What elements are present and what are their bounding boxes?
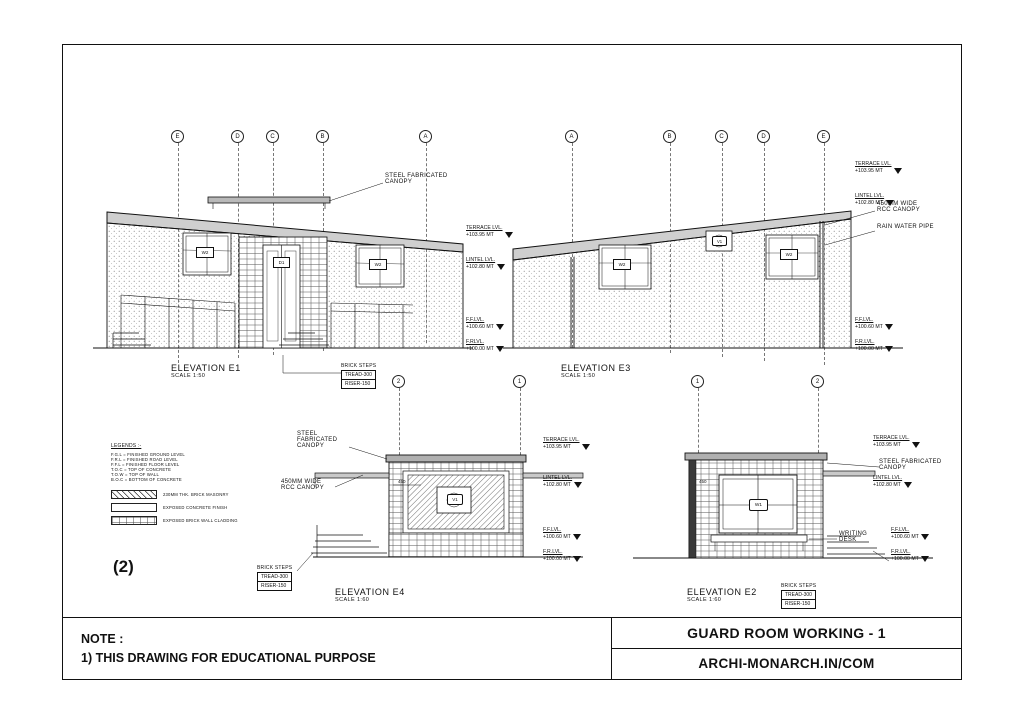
level-symbol <box>582 444 590 450</box>
level-symbol <box>912 442 920 448</box>
level-name: LINTEL LVL. <box>466 257 496 263</box>
grid-bubble-label: 1 <box>513 375 526 388</box>
steps-riser: RISER-150 <box>341 379 376 389</box>
brick-steps-note-e2 <box>781 583 816 609</box>
abbr-item: F.R.L = FINISHED ROAD LEVEL <box>111 457 178 462</box>
legend-title: LEGENDS :- <box>111 443 142 449</box>
level-symbol <box>574 482 582 488</box>
level-symbol <box>921 556 929 562</box>
level-text <box>466 339 494 352</box>
vent-tag-v1-e3 <box>712 236 727 246</box>
note-line-1: 1) THIS DRAWING FOR EDUCATIONAL PURPOSE <box>81 651 376 666</box>
level-name: F.F.LVL. <box>543 527 562 533</box>
level-marker-lintel-e4 <box>543 475 582 488</box>
level-value: +103.95 MT <box>873 441 901 448</box>
legend-label: EXPOSED CONCRETE FINISH <box>163 505 228 510</box>
level-text <box>543 437 580 450</box>
steps-riser: RISER-150 <box>781 599 816 609</box>
door-tag-d1 <box>273 257 290 268</box>
level-marker-lintel-e3 <box>855 193 894 206</box>
swatch-brick-grid <box>111 516 157 525</box>
swatch-fine-grid <box>111 503 157 512</box>
level-text <box>855 161 892 174</box>
elevation-scale: SCALE 1:50 <box>171 373 206 379</box>
window-tag-w1-e2 <box>749 499 768 511</box>
level-value: +102.80 MT <box>855 199 883 206</box>
vent-tag-v1-e4 <box>447 494 463 505</box>
annotation-steel-canopy-e1 <box>385 173 447 185</box>
grid-bubble-label: A <box>565 130 578 143</box>
level-symbol <box>904 482 912 488</box>
level-text <box>466 257 495 270</box>
level-value: +100.00 MT <box>543 555 571 562</box>
level-text <box>873 435 910 448</box>
level-name: F.F.LVL. <box>891 527 910 533</box>
grid-bubble-label: D <box>231 130 244 143</box>
swatch-diagonal-hatch <box>111 490 157 499</box>
level-marker-frl-e1 <box>466 339 504 352</box>
level-text <box>466 317 494 330</box>
annotation-line2: FABRICATED <box>297 437 338 443</box>
building-outline-e4 <box>253 375 633 625</box>
window-tag-w2-right-e3 <box>780 249 798 260</box>
level-marker-lintel-e2 <box>873 475 912 488</box>
level-name: F.F.LVL. <box>466 317 485 323</box>
elevation-e2-titleblock <box>687 587 757 603</box>
level-symbol <box>921 534 929 540</box>
level-value: +100.00 MT <box>855 345 883 352</box>
elevation-e4-titleblock <box>335 587 405 603</box>
level-marker-ffl-e1 <box>466 317 504 330</box>
steps-tread: TREAD-300 <box>341 370 376 380</box>
level-text <box>543 527 571 540</box>
title-block <box>63 617 961 679</box>
steps-tread: TREAD-300 <box>257 572 292 582</box>
annotation-line2: CANOPY <box>879 465 907 471</box>
grid-bubble-label: 2 <box>392 375 405 388</box>
abbr-item: F.F.L = FINISHED FLOOR LEVEL <box>111 462 180 467</box>
level-name: TERRACE LVL. <box>466 225 503 231</box>
level-value: +103.95 MT <box>855 167 883 174</box>
building-outline-e1 <box>83 105 483 405</box>
level-value: +100.60 MT <box>891 533 919 540</box>
tag-label: W2 <box>196 247 214 258</box>
elevation-title: ELEVATION E2 <box>687 587 757 597</box>
elevation-e3 <box>503 105 943 405</box>
abbr-item: F.G.L = FINISHED GROUND LEVEL <box>111 452 185 457</box>
level-name: F.F.LVL. <box>855 317 874 323</box>
elevation-scale: SCALE 1:60 <box>335 597 370 603</box>
level-name: LINTEL LVL. <box>855 193 885 199</box>
steps-riser: RISER-150 <box>257 581 292 591</box>
annotation-line4: 450MM WIDE <box>281 479 322 485</box>
level-value: +102.80 MT <box>543 481 571 488</box>
level-name: LINTEL LVL. <box>873 475 903 481</box>
level-marker-terrace-e2 <box>873 435 920 448</box>
legend-label: EXPOSED BRICK WALL CLADDING <box>163 518 238 523</box>
level-text <box>543 475 572 488</box>
level-name: TERRACE LVL. <box>855 161 892 167</box>
level-text <box>543 549 571 562</box>
annotation-writing-desk-e2 <box>839 531 867 543</box>
level-name: TERRACE LVL. <box>873 435 910 441</box>
abbr-item: T.O.W = TOP OF WALL <box>111 472 159 477</box>
elevation-e4 <box>253 375 633 625</box>
level-value: +102.80 MT <box>466 263 494 270</box>
annotation-line4: DESK <box>839 537 857 543</box>
steps-title: BRICK STEPS <box>257 565 293 571</box>
level-marker-ffl-e4 <box>543 527 581 540</box>
level-text <box>873 475 902 488</box>
level-marker-terrace-e4 <box>543 437 590 450</box>
level-value: +103.95 MT <box>466 231 494 238</box>
elevation-e1 <box>83 105 503 405</box>
annotation-line2: RCC CANOPY <box>877 207 921 213</box>
grid-bubble-label: C <box>266 130 279 143</box>
level-name: F.R.LVL. <box>855 339 875 345</box>
level-text <box>891 527 919 540</box>
level-name: F.R.LVL. <box>891 549 911 555</box>
steps-title: BRICK STEPS <box>341 363 377 369</box>
annotation-line1: STEEL FABRICATED <box>879 459 942 465</box>
note-section <box>63 618 611 679</box>
steps-title: BRICK STEPS <box>781 583 817 589</box>
tag-label: W1 <box>749 499 768 511</box>
grid-bubble-label: B <box>316 130 329 143</box>
elevation-scale: SCALE 1:60 <box>687 597 722 603</box>
tag-label: V1 <box>712 236 727 246</box>
level-value: +100.00 MT <box>466 345 494 352</box>
building-outline-e3 <box>503 105 943 405</box>
title-section <box>611 618 961 679</box>
elevation-title: ELEVATION E1 <box>171 363 241 373</box>
annotation-line3: RAIN WATER PIPE <box>877 224 934 230</box>
annotation-line5: RCC CANOPY <box>281 485 325 491</box>
level-value: +100.60 MT <box>466 323 494 330</box>
drawing-title: GUARD ROOM WORKING - 1 <box>612 618 961 649</box>
grid-bubble-label: 1 <box>691 375 704 388</box>
elevation-title: ELEVATION E3 <box>561 363 631 373</box>
annotation-rcc-canopy-e4 <box>281 479 324 491</box>
window-tag-w2-left-e3 <box>613 259 631 270</box>
level-name: LINTEL LVL. <box>543 475 573 481</box>
level-symbol <box>885 324 893 330</box>
note-heading: NOTE : <box>81 632 124 646</box>
level-name: TERRACE LVL. <box>543 437 580 443</box>
annotation-steel-canopy-e4 <box>297 431 337 449</box>
level-value: +100.00 MT <box>891 555 919 562</box>
annotation-steel-canopy-e2 <box>879 459 941 471</box>
elevation-e1-titleblock <box>171 363 241 379</box>
tag-label: V1 <box>447 494 463 505</box>
level-marker-lintel-e1 <box>466 257 505 270</box>
level-text <box>891 549 919 562</box>
dimension-450-e2: 450 <box>699 479 707 484</box>
level-value: +103.95 MT <box>543 443 571 450</box>
drawing-sheet <box>62 44 962 680</box>
level-symbol <box>573 534 581 540</box>
level-symbol <box>573 556 581 562</box>
level-value: +100.60 MT <box>855 323 883 330</box>
level-marker-frl-e4 <box>543 549 581 562</box>
grid-bubble-label: B <box>663 130 676 143</box>
window-tag-w2-right <box>369 259 387 270</box>
level-marker-ffl-e2 <box>891 527 929 540</box>
level-text <box>855 193 884 206</box>
grid-bubble-label: A <box>419 130 432 143</box>
tag-label: D1 <box>273 257 290 268</box>
level-symbol <box>886 200 894 206</box>
level-marker-terrace-e3 <box>855 161 902 174</box>
level-marker-frl-e3 <box>855 339 893 352</box>
annotation-line3: CANOPY <box>297 443 325 449</box>
tag-label: W2 <box>613 259 631 270</box>
grid-bubble-label: C <box>715 130 728 143</box>
elevation-e2 <box>633 375 963 625</box>
level-marker-frl-e2 <box>891 549 929 562</box>
steps-tread: TREAD-300 <box>781 590 816 600</box>
elevation-scale: SCALE 1:50 <box>561 373 596 379</box>
drawing-subtitle: ARCHI-MONARCH.IN/COM <box>698 656 875 672</box>
level-text <box>855 339 883 352</box>
level-name: F.RLVL. <box>466 339 485 345</box>
tag-label: W2 <box>369 259 387 270</box>
grid-bubble-label: E <box>817 130 830 143</box>
level-name: F.R.LVL. <box>543 549 563 555</box>
level-text <box>466 225 503 238</box>
abbr-item: T.O.C = TOP OF CONCRETE <box>111 467 172 472</box>
abbr-item: B.O.C = BOTTOM OF CONCRETE <box>111 477 182 482</box>
tag-label: W2 <box>780 249 798 260</box>
sheet-number: (2) <box>113 557 134 576</box>
annotation-line3: WRITING <box>839 531 868 537</box>
elevation-title: ELEVATION E4 <box>335 587 405 597</box>
level-value: +102.80 MT <box>873 481 901 488</box>
level-value: +100.60 MT <box>543 533 571 540</box>
level-marker-ffl-e3 <box>855 317 893 330</box>
annotation-line1: 450MM WIDE <box>877 201 918 207</box>
level-symbol <box>894 168 902 174</box>
legend-label: 230MM THK. BRICK MASONRY <box>163 492 229 497</box>
grid-bubble-label: D <box>757 130 770 143</box>
level-symbol <box>885 346 893 352</box>
annotation-line2: CANOPY <box>385 179 413 185</box>
annotation-line1: STEEL <box>297 431 318 437</box>
annotation-rain-water-pipe-e3 <box>877 224 934 230</box>
grid-bubble-label: E <box>171 130 184 143</box>
brick-steps-note-e4 <box>257 565 292 591</box>
window-tag-w2-left <box>196 247 214 258</box>
level-text <box>855 317 883 330</box>
dimension-450-e4: 450 <box>398 479 406 484</box>
grid-bubble-label: 2 <box>811 375 824 388</box>
annotation-line1: STEEL FABRICATED <box>385 173 448 179</box>
